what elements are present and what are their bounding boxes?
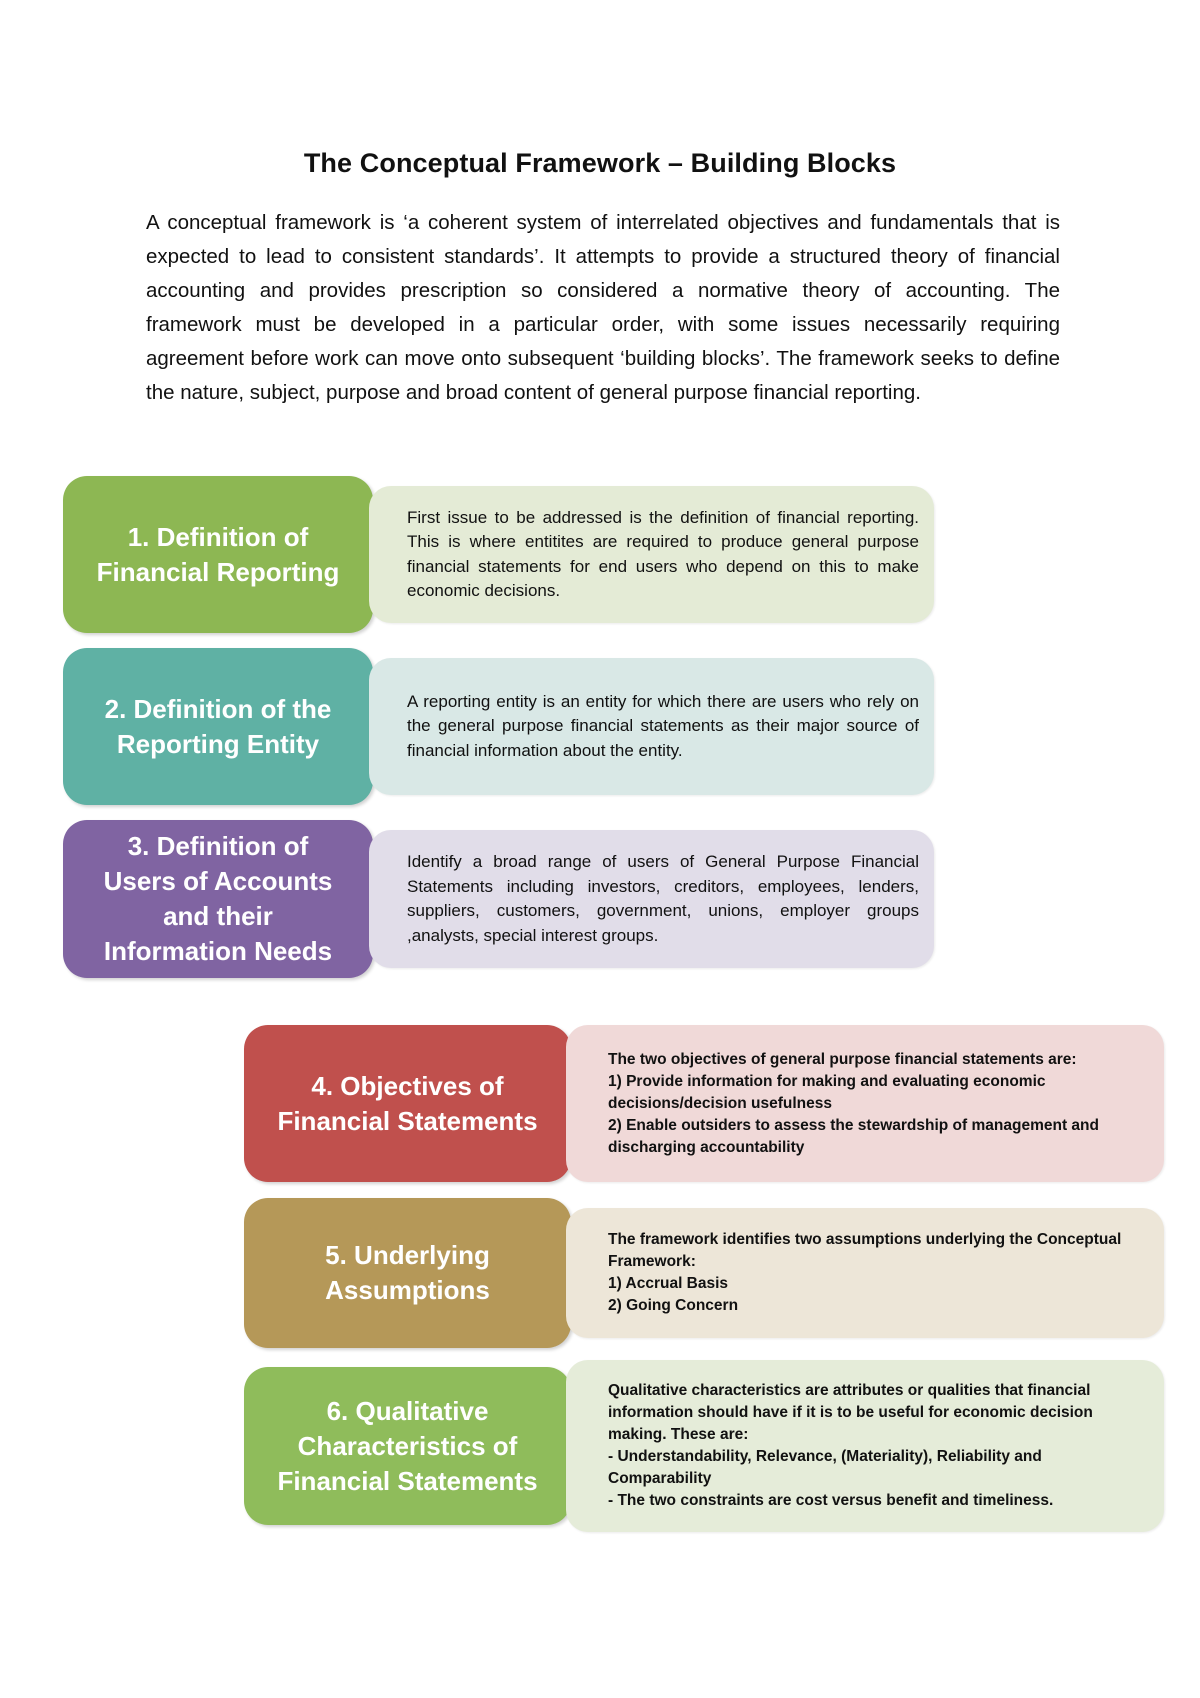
block-description-box — [566, 1025, 1164, 1182]
block-description: Qualitative characteristics are attributes or qualities that financial information should have if it is to be useful for economic decision making. These are: - Understandability, Relevance, (Materiality), Reliability and Comparability - The two constraints are cost versus benefit and timeliness. — [608, 1382, 1093, 1509]
building-block-3 — [63, 820, 934, 978]
building-block-2 — [63, 648, 934, 805]
building-block-4 — [244, 1025, 1164, 1182]
block-description-box — [369, 486, 934, 623]
building-block-5 — [244, 1198, 1164, 1348]
block-label: 1. Definition of Financial Reporting — [63, 476, 373, 633]
block-description-box — [369, 658, 934, 795]
block-description-box — [566, 1208, 1164, 1338]
page-title: The Conceptual Framework – Building Blocks — [303, 148, 897, 178]
building-block-1 — [63, 476, 934, 633]
intro-paragraph: A conceptual framework is ‘a coherent system of interrelated objectives and fundamentals that is expected to lead to consistent standards’. It attempts to provide a structured theory of financial accounting and provides prescription so considered a normative theory of accounting. The framework must be developed in a particular order, with some issues necessarily requiring agreement before work can move onto subsequent ‘building blocks’. The framework seeks to define the nature, subject, purpose and broad content of general purpose financial reporting. — [146, 211, 1060, 404]
block-description: The framework identifies two assumptions underlying the Conceptual Framework: 1) Accrual Basis 2) Going Concern — [608, 1231, 1122, 1314]
block-label: 4. Objectives of Financial Statements — [244, 1025, 571, 1182]
block-description: Identify a broad range of users of General Purpose Financial Statements including investors, creditors, employees, lenders, suppliers, customers, government, unions, employer groups ,analysts, special interest groups. — [407, 852, 919, 945]
block-description-box — [566, 1360, 1164, 1532]
block-label: 3. Definition of Users of Accounts and their Information Needs — [63, 820, 373, 978]
block-description-box — [369, 830, 934, 968]
block-label: 2. Definition of the Reporting Entity — [63, 648, 373, 805]
block-description: First issue to be addressed is the definition of financial reporting. This is where entitites are required to produce general purpose financial statements for end users who depend on this to make economic decisions. — [407, 507, 919, 600]
block-label: 6. Qualitative Characteristics of Financial Statements — [244, 1367, 571, 1525]
building-block-6 — [244, 1360, 1164, 1532]
block-label: 5. Underlying Assumptions — [244, 1198, 571, 1348]
block-description: The two objectives of general purpose financial statements are: 1) Provide information for making and evaluating economic decisions/decision usefulness 2) Enable outsiders to assess the stewardship of management and discharging accountability — [608, 1050, 1099, 1156]
block-description: A reporting entity is an entity for which there are users who rely on the general purpose financial statements as their major source of financial information about the entity. — [407, 691, 919, 760]
